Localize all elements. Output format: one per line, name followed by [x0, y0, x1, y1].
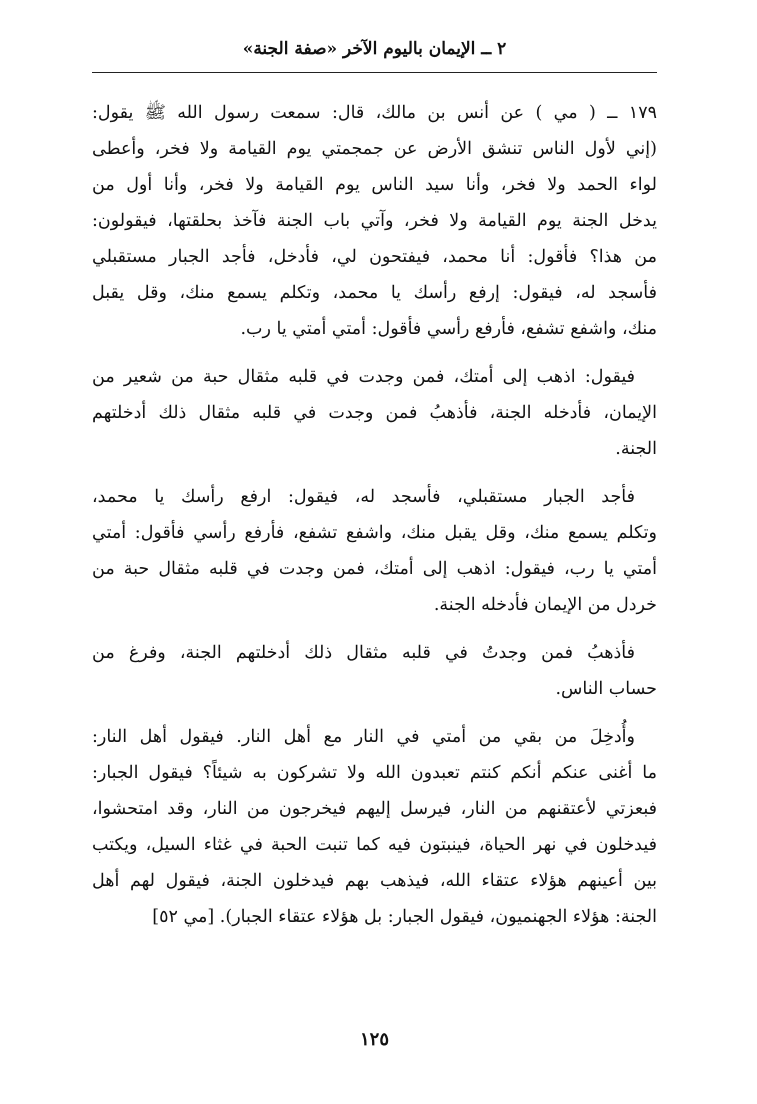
- page-body: [92, 95, 657, 947]
- paragraph-1: [92, 95, 657, 347]
- text-line: لواء الحمد ولا فخر، وأنا سيد الناس يوم القيامة ولا فخر، وأنا أول من: [92, 175, 657, 195]
- text-line: فيدخلون في نهر الحياة، فينبتون فيه كما تنبت الحبة في غثاء السيل، ويكتب: [92, 835, 657, 855]
- text-line: حساب الناس.: [555, 679, 657, 699]
- text-line: الجنة.: [615, 439, 657, 459]
- text-line: أمتي يا رب، فيقول: اذهب إلى أمتك، فمن وجدت في قلبه مثقال حبة من: [92, 559, 657, 579]
- text-line: فأجد الجبار مستقبلي، فأسجد له، فيقول: ارفع رأسك يا محمد،: [92, 487, 635, 507]
- paragraph-2: [92, 359, 657, 467]
- text-line: بين أعينهم هؤلاء عتقاء الله، فيذهب بهم فيدخلون الجنة، فيقول لهم أهل: [92, 871, 657, 891]
- text-line: (إني لأول الناس تنشق الأرض عن جمجمتي يوم القيامة ولا فخر، وأعطى: [92, 139, 657, 159]
- text-line: وتكلم يسمع منك، وقل يقبل منك، واشفع تشفع، فأرفع رأسي فأقول: أمتي: [92, 523, 657, 543]
- text-line: يدخل الجنة يوم القيامة ولا فخر، وآتي باب الجنة فآخذ بحلقتها، فيقولون:: [92, 211, 657, 231]
- paragraph-3: [92, 479, 657, 623]
- text-line: فأذهبُ فمن وجدتُ في قلبه مثقال ذلك أدخلتهم الجنة، وفرغ من: [92, 643, 635, 663]
- text-line: ١٧٩ ــ ( مي ) عن أنس بن مالك، قال: سمعت رسول الله ﷺ يقول:: [92, 103, 657, 123]
- text-line: فبعزتي لأعتقنهم من النار، فيرسل إليهم فيخرجون من النار، وقد امتحشوا،: [92, 799, 657, 819]
- text-line: فأسجد له، فيقول: إرفع رأسك يا محمد، وتكلم يسمع منك، وقل يقبل: [92, 283, 657, 303]
- page-number: ١٢٥: [359, 1029, 389, 1050]
- running-header: ٢ ــ الإيمان باليوم الآخر «صفة الجنة»: [242, 39, 507, 59]
- header-divider: [92, 72, 657, 73]
- text-line: من هذا؟ فأقول: أنا محمد، فيفتحون لي، فأدخل، فأجد الجبار مستقبلي: [92, 247, 657, 267]
- text-line: الجنة: هؤلاء الجهنميون، فيقول الجبار: بل هؤلاء عتقاء الجبار). [مي ٥٢]: [152, 907, 657, 927]
- text-line: وأُدخِلَ من بقي من أمتي في النار مع أهل النار. فيقول أهل النار:: [92, 727, 635, 747]
- paragraph-5: [92, 719, 657, 935]
- text-line: منك، واشفع تشفع، فأرفع رأسي فأقول: أمتي أمتي يا رب.: [240, 319, 657, 339]
- text-line: ما أغنى عنكم أنكم كنتم تعبدون الله ولا تشركون به شيئاً؟ فيقول الجبار:: [92, 763, 657, 783]
- text-line: الإيمان، فأدخله الجنة، فأذهبُ فمن وجدت في قلبه مثقال ذلك أدخلتهم: [92, 403, 657, 423]
- text-line: فيقول: اذهب إلى أمتك، فمن وجدت في قلبه مثقال حبة من شعير من: [92, 367, 635, 387]
- text-line: خردل من الإيمان فأدخله الجنة.: [433, 595, 657, 615]
- paragraph-4: [92, 635, 657, 707]
